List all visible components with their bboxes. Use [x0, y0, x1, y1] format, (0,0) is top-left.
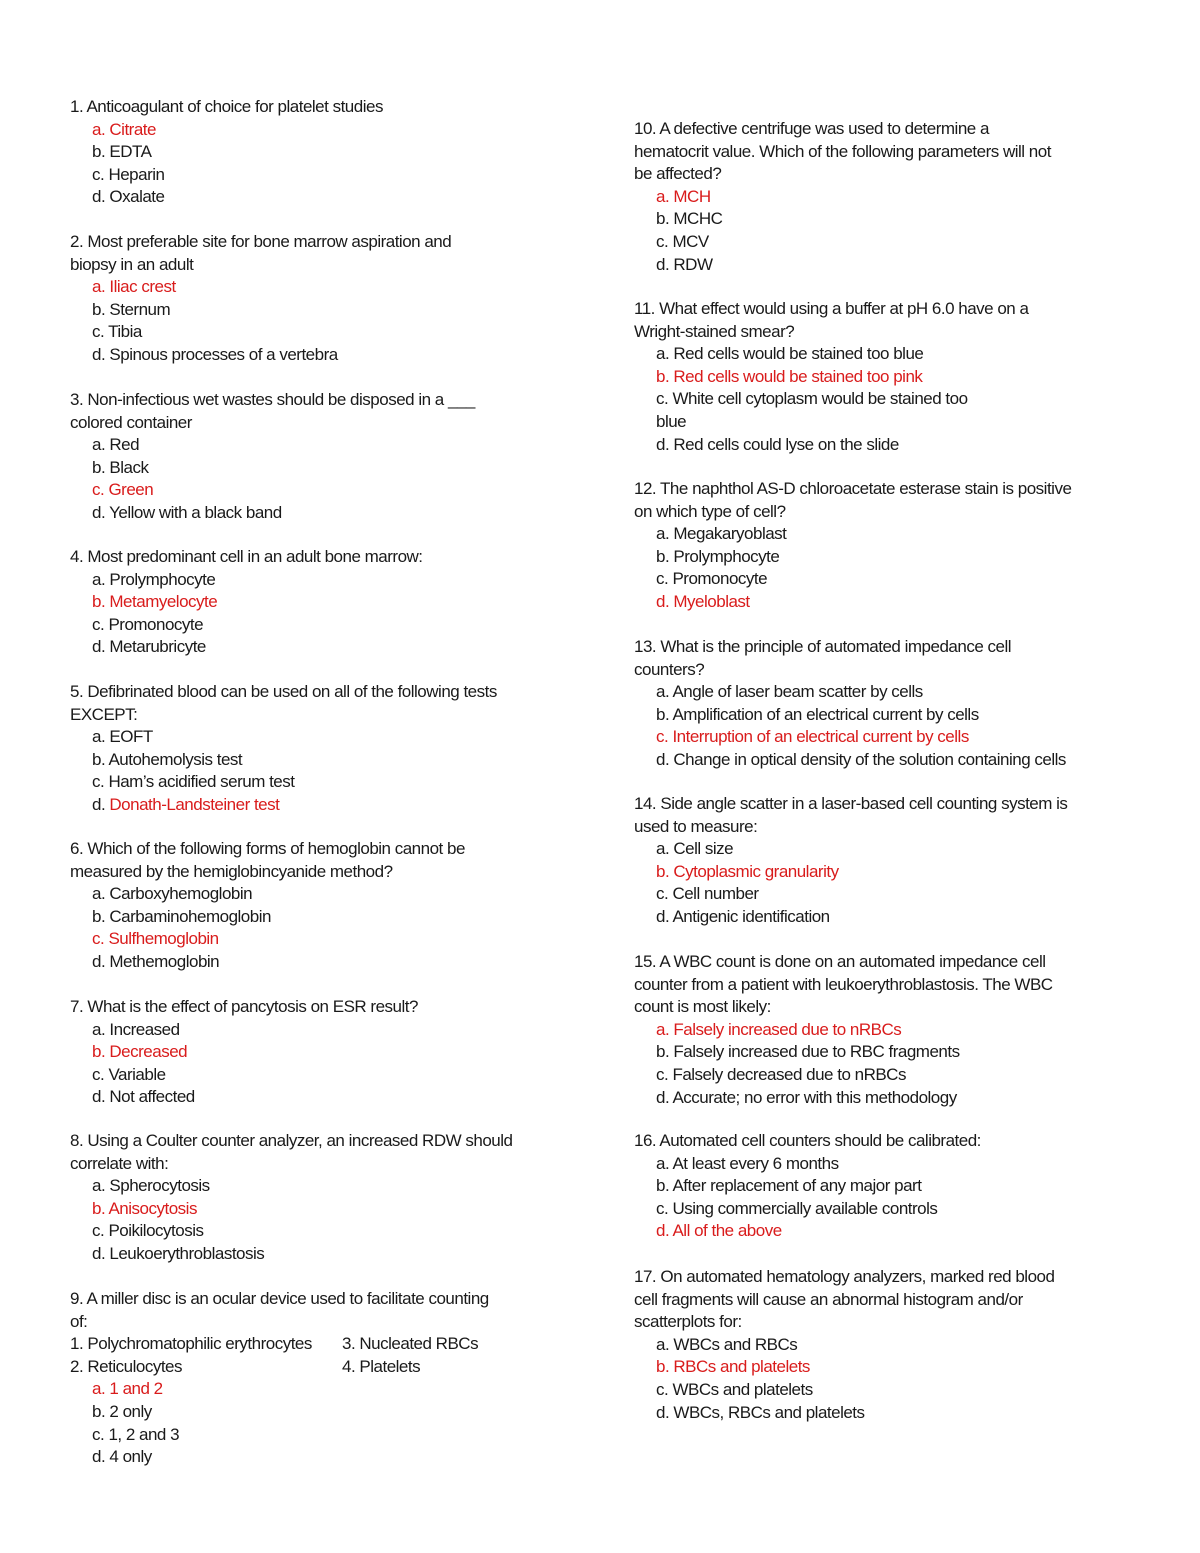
option-text: d. RDW: [656, 254, 713, 274]
answer-option: [634, 1334, 1104, 1357]
question-block: [70, 96, 540, 209]
correct-answer-option: [70, 119, 540, 142]
option-text: b. Falsely increased due to RBC fragments: [656, 1042, 960, 1062]
choice-row: [70, 1356, 540, 1379]
question-block: [70, 389, 540, 525]
answer-option: [634, 434, 1104, 457]
answer-option: [70, 1175, 540, 1198]
answer-option: [70, 1019, 540, 1042]
question-text: 14. Side angle scatter in a laser-based cell counting system is: [634, 794, 1068, 813]
correct-answer-option: [70, 591, 540, 614]
option-text: d. Myeloblast: [656, 591, 750, 611]
answer-option: [70, 794, 540, 817]
option-text: c. Green: [92, 480, 154, 500]
question-text: hematocrit value. Which of the following parameters will not: [634, 141, 1051, 161]
option-text: c. Cell number: [656, 884, 759, 904]
option-text: b. Red cells would be stained too pink: [656, 366, 923, 386]
question-text: 3. Non-infectious wet wastes should be disposed in a ___: [70, 390, 475, 409]
option-text: b. Decreased: [92, 1042, 188, 1062]
correct-answer-option: [634, 1356, 1104, 1379]
answer-option: [70, 344, 540, 367]
answer-option: [634, 254, 1104, 277]
question-text: counter from a patient with leukoerythroblastosis. The WBC: [634, 974, 1053, 994]
option-text: c. Poikilocytosis: [92, 1221, 204, 1241]
option-text: a. Citrate: [92, 119, 156, 139]
option-text: d. Leukoerythroblastosis: [92, 1243, 265, 1263]
question-block: [70, 681, 540, 817]
option-text: c. Falsely decreased due to nRBCs: [656, 1064, 906, 1084]
answer-option: [634, 546, 1104, 569]
question-block: [634, 951, 1104, 1109]
correct-answer-option: [634, 726, 1104, 749]
answer-option: [70, 1064, 540, 1087]
option-text: d. WBCs, RBCs and platelets: [656, 1402, 865, 1422]
question-text: 6. Which of the following forms of hemoglobin cannot be: [70, 839, 465, 858]
question-text: Wright-stained smear?: [634, 321, 795, 341]
answer-option: [70, 164, 540, 187]
answer-option: [70, 434, 540, 457]
answer-option: [634, 208, 1104, 231]
question-text: 2. Most preferable site for bone marrow aspiration and: [70, 232, 452, 251]
question-block: [634, 118, 1104, 276]
question-text: of:: [70, 1311, 88, 1331]
option-text: c. Tibia: [92, 322, 142, 342]
option-text: d. Spinous processes of a vertebra: [92, 344, 338, 364]
option-text: b. Anisocytosis: [92, 1198, 197, 1218]
correct-answer-text: Donath-Landsteiner test: [109, 794, 280, 814]
option-text: a. Carboxyhemoglobin: [92, 884, 253, 904]
choice-item: 1. Polychromatophilic erythrocytes: [70, 1334, 312, 1354]
question-block: [634, 1266, 1104, 1424]
question-text: 4. Most predominant cell in an adult bone marrow:: [70, 547, 423, 566]
question-text: 12. The naphthol AS-D chloroacetate esterase stain is positive: [634, 479, 1072, 498]
option-text: d. Yellow with a black band: [92, 502, 282, 522]
option-text: b. Cytoplasmic granularity: [656, 861, 839, 881]
option-text: a. At least every 6 months: [656, 1153, 839, 1173]
option-text: c. Interruption of an electrical current by cells: [656, 727, 969, 747]
option-text: a. Iliac crest: [92, 277, 176, 297]
option-text: c. MCV: [656, 231, 709, 251]
answer-option: [70, 1243, 540, 1266]
question-text: EXCEPT:: [70, 704, 138, 724]
question-block: [634, 298, 1104, 456]
option-text: a. EOFT: [92, 727, 153, 747]
option-text: c. White cell cytoplasm would be stained too: [656, 389, 968, 409]
option-text: d. Methemoglobin: [92, 951, 220, 971]
question-block: [70, 1288, 540, 1469]
answer-option: [634, 231, 1104, 254]
answer-option: [634, 523, 1104, 546]
question-text: 11. What effect would using a buffer at pH 6.0 have on a: [634, 299, 1029, 318]
question-text: 15. A WBC count is done on an automated impedance cell: [634, 952, 1046, 971]
option-text: b. 2 only: [92, 1401, 152, 1421]
option-text: b. Metamyelocyte: [92, 592, 218, 612]
answer-option: [70, 141, 540, 164]
answer-option: [70, 502, 540, 525]
option-text: c. Sulfhemoglobin: [92, 929, 219, 949]
answer-option: [634, 1041, 1104, 1064]
answer-option: [634, 343, 1104, 366]
answer-option: [634, 1198, 1104, 1221]
question-text: 8. Using a Coulter counter analyzer, an increased RDW should: [70, 1131, 513, 1150]
answer-option: [634, 749, 1104, 772]
option-text: b. Amplification of an electrical current by cells: [656, 704, 979, 724]
option-text: a. Red cells would be stained too blue: [656, 344, 924, 364]
question-text: correlate with:: [70, 1153, 169, 1173]
option-text: d. Accurate; no error with this methodology: [656, 1087, 957, 1107]
option-text: d. 4 only: [92, 1447, 152, 1467]
option-text: d.: [92, 794, 110, 814]
question-block: [70, 1130, 540, 1266]
question-text: colored container: [70, 412, 192, 432]
correct-answer-option: [634, 861, 1104, 884]
answer-option: [70, 1446, 540, 1469]
correct-answer-option: [70, 1041, 540, 1064]
option-text: b. After replacement of any major part: [656, 1176, 922, 1196]
option-text: a. Megakaryoblast: [656, 524, 787, 544]
question-text: count is most likely:: [634, 997, 771, 1017]
question-block: [634, 478, 1104, 614]
option-text: d. Not affected: [92, 1087, 195, 1107]
option-text: b. Black: [92, 457, 149, 477]
option-text: blue: [656, 411, 687, 431]
option-text: b. Prolymphocyte: [656, 546, 780, 566]
answer-option: [70, 883, 540, 906]
question-block: [70, 996, 540, 1109]
question-text: 5. Defibrinated blood can be used on all of the following tests: [70, 682, 497, 701]
answer-option: [70, 614, 540, 637]
option-text: c. Ham’s acidified serum test: [92, 772, 295, 792]
question-text: scatterplots for:: [634, 1312, 742, 1332]
option-text: d. Metarubricyte: [92, 637, 206, 657]
answer-option: [634, 704, 1104, 727]
choice-item: 2. Reticulocytes: [70, 1356, 182, 1376]
question-block: [70, 231, 540, 367]
option-text: a. Increased: [92, 1019, 180, 1039]
answer-option: [634, 411, 1104, 434]
option-text: c. Promonocyte: [92, 614, 204, 634]
correct-answer-option: [70, 1378, 540, 1401]
question-text: biopsy in an adult: [70, 254, 194, 274]
option-text: c. Variable: [92, 1064, 166, 1084]
correct-answer-option: [634, 186, 1104, 209]
answer-option: [70, 321, 540, 344]
question-text: used to measure:: [634, 816, 758, 836]
answer-option: [70, 1086, 540, 1109]
question-text: 7. What is the effect of pancytosis on ESR result?: [70, 997, 418, 1016]
choice-item: 4. Platelets: [342, 1356, 421, 1376]
option-text: b. Carbaminohemoglobin: [92, 906, 271, 926]
correct-answer-option: [70, 1198, 540, 1221]
option-text: d. Antigenic identification: [656, 906, 830, 926]
answer-option: [634, 388, 1104, 411]
answer-option: [70, 749, 540, 772]
answer-option: [634, 1379, 1104, 1402]
option-text: d. All of the above: [656, 1221, 782, 1241]
correct-answer-option: [70, 479, 540, 502]
option-text: b. EDTA: [92, 142, 152, 162]
answer-option: [634, 1175, 1104, 1198]
question-text: measured by the hemiglobincyanide method?: [70, 861, 393, 881]
option-text: a. MCH: [656, 186, 711, 206]
answer-option: [70, 726, 540, 749]
question-block: [634, 636, 1104, 772]
option-text: b. RBCs and platelets: [656, 1357, 810, 1377]
question-text: 13. What is the principle of automated impedance cell: [634, 637, 1012, 656]
answer-option: [634, 1087, 1104, 1110]
answer-option: [70, 771, 540, 794]
answer-option: [70, 1401, 540, 1424]
answer-option: [70, 906, 540, 929]
option-text: a. WBCs and RBCs: [656, 1334, 798, 1354]
option-text: c. Promonocyte: [656, 569, 768, 589]
option-text: b. Sternum: [92, 299, 171, 319]
option-text: c. Using commercially available controls: [656, 1198, 938, 1218]
option-text: b. Autohemolysis test: [92, 749, 243, 769]
question-text: 10. A defective centrifuge was used to determine a: [634, 119, 989, 138]
answer-option: [634, 1153, 1104, 1176]
answer-option: [634, 906, 1104, 929]
option-text: a. 1 and 2: [92, 1379, 163, 1399]
answer-option: [70, 1220, 540, 1243]
answer-option: [634, 883, 1104, 906]
question-block: [70, 546, 540, 659]
question-text: cell fragments will cause an abnormal histogram and/or: [634, 1289, 1023, 1309]
option-text: a. Cell size: [656, 839, 734, 859]
correct-answer-option: [70, 276, 540, 299]
correct-answer-option: [634, 1220, 1104, 1243]
option-text: a. Angle of laser beam scatter by cells: [656, 682, 923, 702]
option-text: d. Oxalate: [92, 187, 165, 207]
question-text: 17. On automated hematology analyzers, marked red blood: [634, 1267, 1055, 1286]
correct-answer-option: [634, 591, 1104, 614]
option-text: a. Spherocytosis: [92, 1176, 210, 1196]
answer-option: [634, 1402, 1104, 1425]
question-block: [70, 838, 540, 974]
choice-row: [70, 1333, 540, 1356]
option-text: c. Heparin: [92, 164, 165, 184]
option-text: a. Red: [92, 435, 140, 455]
question-text: on which type of cell?: [634, 501, 786, 521]
question-text: 1. Anticoagulant of choice for platelet studies: [70, 97, 383, 116]
option-text: d. Change in optical density of the solution containing cells: [656, 749, 1066, 769]
correct-answer-option: [634, 366, 1104, 389]
correct-answer-option: [634, 1019, 1104, 1042]
answer-option: [634, 568, 1104, 591]
answer-option: [634, 1064, 1104, 1087]
answer-option: [70, 636, 540, 659]
answer-option: [70, 951, 540, 974]
option-text: c. 1, 2 and 3: [92, 1424, 180, 1444]
answer-option: [70, 186, 540, 209]
answer-option: [70, 299, 540, 322]
option-text: a. Falsely increased due to nRBCs: [656, 1019, 902, 1039]
answer-option: [70, 569, 540, 592]
option-text: a. Prolymphocyte: [92, 569, 216, 589]
option-text: d. Red cells could lyse on the slide: [656, 434, 899, 454]
correct-answer-option: [70, 928, 540, 951]
question-block: [634, 1130, 1104, 1243]
option-text: b. MCHC: [656, 209, 723, 229]
answer-option: [634, 681, 1104, 704]
question-text: 9. A miller disc is an ocular device used to facilitate counting: [70, 1289, 489, 1308]
question-text: counters?: [634, 659, 705, 679]
question-block: [634, 793, 1104, 929]
answer-option: [70, 457, 540, 480]
choice-item: 3. Nucleated RBCs: [342, 1334, 479, 1354]
answer-option: [70, 1424, 540, 1447]
option-text: c. WBCs and platelets: [656, 1379, 813, 1399]
question-text: 16. Automated cell counters should be calibrated:: [634, 1131, 981, 1150]
question-text: be affected?: [634, 164, 722, 184]
answer-option: [634, 838, 1104, 861]
